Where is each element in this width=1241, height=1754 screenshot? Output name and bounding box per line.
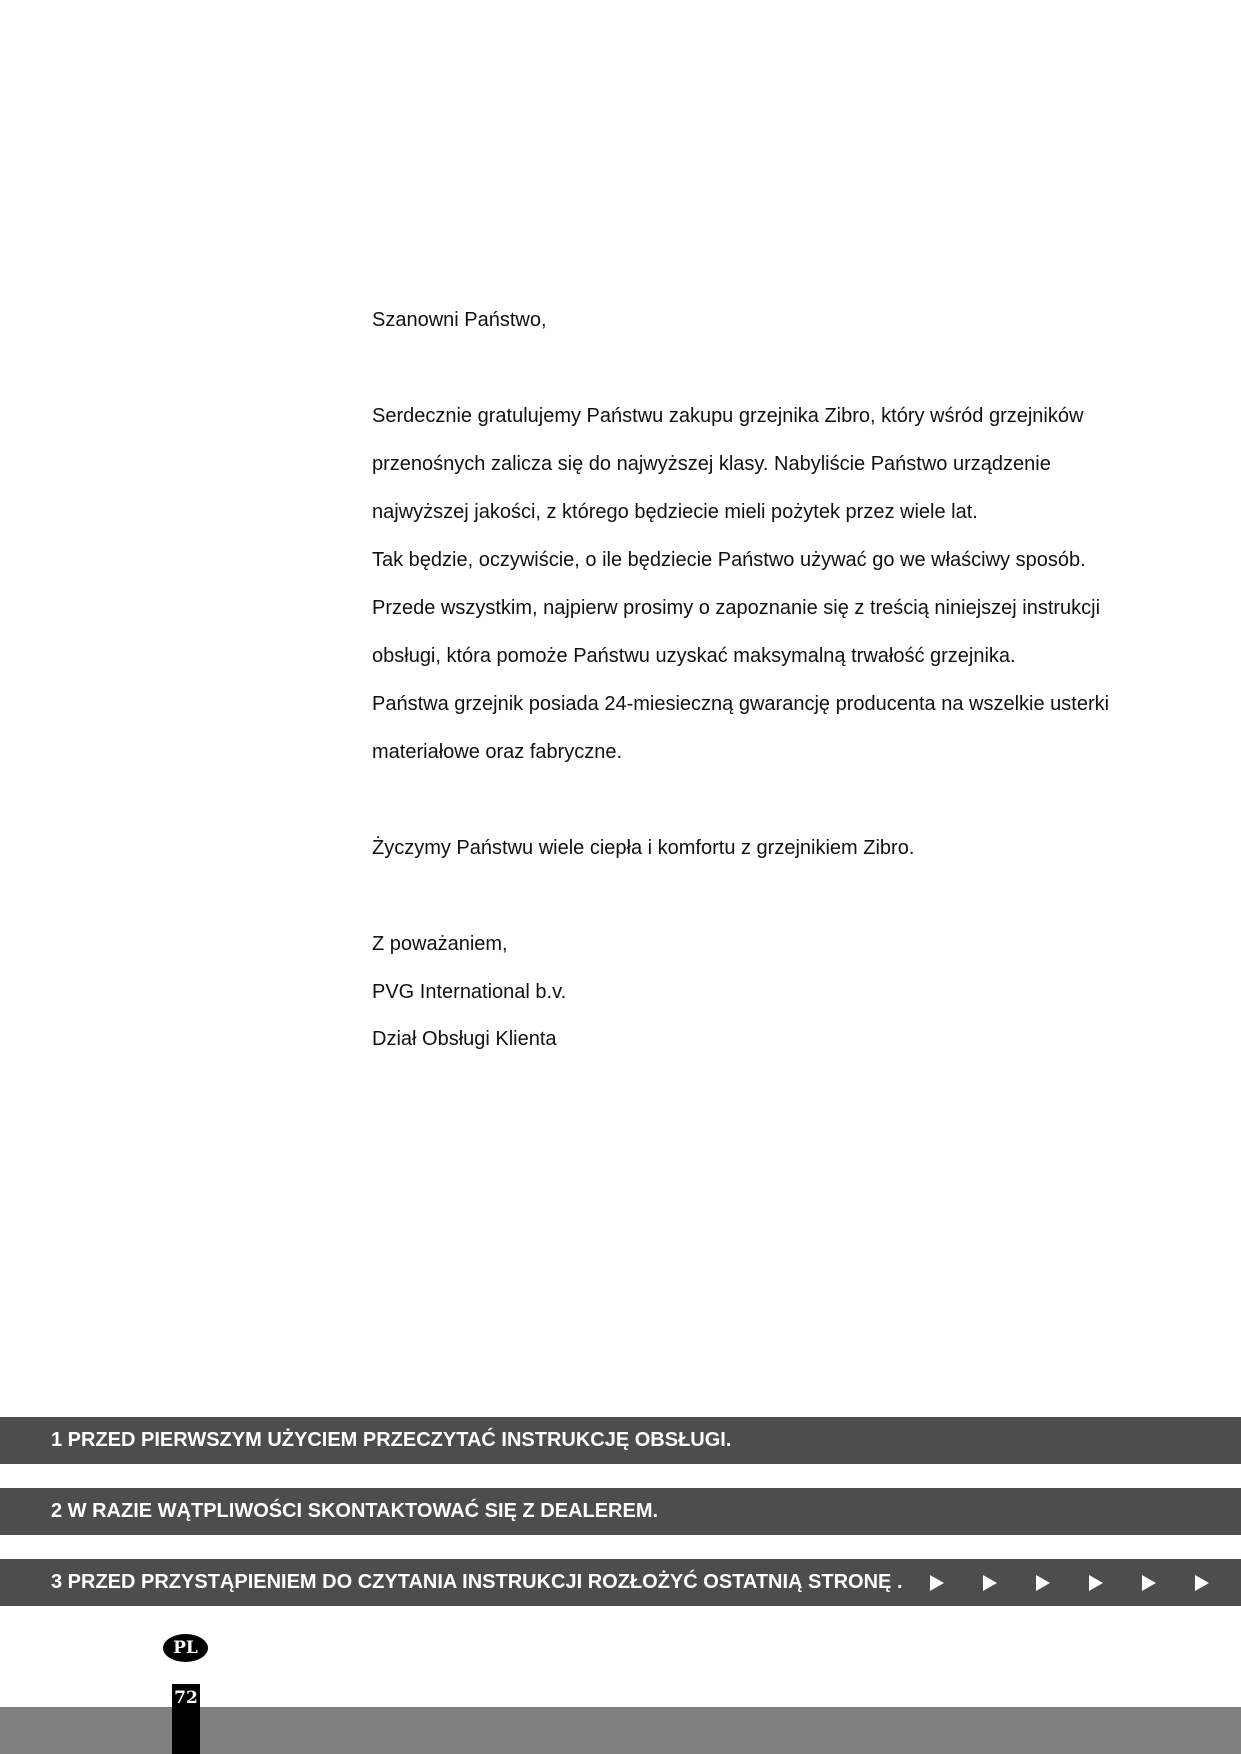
instruction-bar-3 bbox=[0, 1559, 1241, 1606]
play-arrow-icon bbox=[983, 1575, 997, 1591]
department-name: Dział Obsługi Klienta bbox=[372, 1028, 557, 1050]
play-arrow-icon bbox=[1036, 1575, 1050, 1591]
instruction-text: 2 W RAZIE WĄTPLIWOŚCI SKONTAKTOWAĆ SIĘ Z DEALEREM. bbox=[51, 1500, 659, 1522]
body-line: materiałowe oraz fabryczne. bbox=[372, 741, 623, 763]
body-line: najwyższej jakości, z którego będziecie mieli pożytek przez wiele lat. bbox=[372, 501, 978, 523]
body-line: Państwa grzejnik posiada 24-miesieczną gwarancję producenta na wszelkie usterki bbox=[372, 693, 1110, 715]
page-number: 72 bbox=[172, 1684, 200, 1754]
wish-line: Życzymy Państwu wiele ciepła i komfortu z grzejnikiem Zibro. bbox=[372, 837, 915, 859]
body-line: Przede wszystkim, najpierw prosimy o zapoznanie się z treścią niniejszej instrukcji bbox=[372, 597, 1101, 619]
body-line: Serdecznie gratulujemy Państwu zakupu grzejnika Zibro, który wśród grzejników bbox=[372, 405, 1084, 427]
company-name: PVG International b.v. bbox=[372, 981, 567, 1003]
language-badge: PL bbox=[163, 1634, 208, 1662]
play-arrow-icon bbox=[1142, 1575, 1156, 1591]
closing: Z poważaniem, bbox=[372, 933, 508, 955]
play-arrow-icon bbox=[930, 1575, 944, 1591]
body-line: przenośnych zalicza się do najwyższej klasy. Nabyliście Państwo urządzenie bbox=[372, 453, 1051, 475]
play-arrow-icon bbox=[1195, 1575, 1209, 1591]
instruction-bar-1 bbox=[0, 1417, 1241, 1464]
instruction-bar-2 bbox=[0, 1488, 1241, 1535]
salutation: Szanowni Państwo, bbox=[372, 309, 547, 331]
instruction-text: 3 PRZED PRZYSTĄPIENIEM DO CZYTANIA INSTRUKCJI ROZŁOŻYĆ OSTATNIĄ STRONĘ . bbox=[51, 1571, 903, 1593]
play-arrow-icon bbox=[1089, 1575, 1103, 1591]
body-line: obsługi, która pomoże Państwu uzyskać maksymalną trwałość grzejnika. bbox=[372, 645, 1016, 667]
arrow-row bbox=[930, 1559, 1209, 1606]
instruction-text: 1 PRZED PIERWSZYM UŻYCIEM PRZECZYTAĆ INSTRUKCJĘ OBSŁUGI. bbox=[51, 1429, 732, 1451]
body-line: Tak będzie, oczywiście, o ile będziecie Państwo używać go we właściwy sposób. bbox=[372, 549, 1086, 571]
